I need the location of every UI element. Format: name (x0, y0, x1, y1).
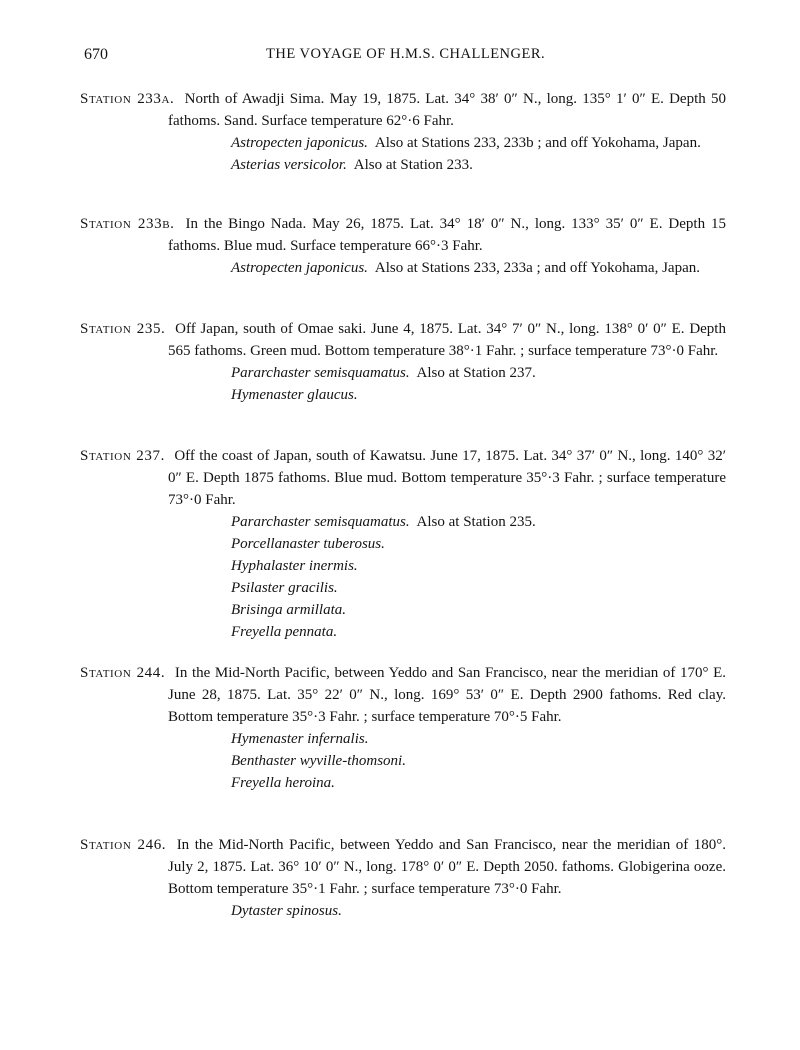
station-description-block (80, 445, 726, 511)
species-note: Also at Stations 233, 233a ; and off Yokohama, Japan. (374, 260, 700, 276)
station-description-block (80, 213, 726, 257)
station-description: In the Mid-North Pacific, between Yeddo and San Francisco, near the meridian of 170° E. June 28, 1875. Lat. 35° 22′ 0″ N., long. 169° 53′ 0″ E. Depth 2900 fathoms. Red clay. Bottom temperature 35°·3 Fahr. ; surface temperature 70°·5 Fahr. (168, 665, 726, 725)
species-list (80, 728, 726, 794)
station-description: In the Mid-North Pacific, between Yeddo and San Francisco, near the meridian of 180°. July 2, 1875. Lat. 36° 10′ 0″ N., long. 178° 0′ 0″ E. Depth 2050. fathoms. Globigerina ooze. Bottom temperature 35°·1 Fahr. ; surface temperature 73°·0 Fahr. (168, 837, 726, 897)
species-name: Asterias versicolor. (231, 157, 347, 173)
station-entry-244 (80, 662, 726, 794)
species-note: Also at Station 235. (416, 514, 536, 530)
species-item (231, 900, 726, 922)
species-item (231, 599, 726, 621)
species-name: Pararchaster semisquamatus. (231, 514, 410, 530)
species-note: Also at Station 233. (353, 157, 473, 173)
species-name: Astropecten japonicus. (231, 135, 368, 151)
station-description-block (80, 662, 726, 728)
species-list (80, 257, 726, 279)
species-name: Dytaster spinosus. (231, 903, 342, 919)
species-item (231, 362, 726, 384)
station-label: Station 235. (80, 321, 166, 337)
station-entry-233a (80, 88, 726, 176)
species-item (231, 728, 726, 750)
page-header (84, 46, 724, 70)
species-note: Also at Station 237. (416, 365, 536, 381)
species-name: Astropecten japonicus. (231, 260, 368, 276)
species-item (231, 511, 726, 533)
station-label: Station 246. (80, 837, 167, 853)
station-entry-233b (80, 213, 726, 279)
station-label: Station 237. (80, 448, 165, 464)
species-name: Hymenaster glaucus. (231, 387, 358, 403)
species-list (80, 362, 726, 406)
species-item (231, 750, 726, 772)
species-item (231, 384, 726, 406)
station-label: Station 233b. (80, 216, 175, 232)
species-item (231, 533, 726, 555)
species-list (80, 511, 726, 643)
station-label: Station 233a. (80, 91, 175, 107)
species-item (231, 577, 726, 599)
species-item (231, 132, 726, 154)
species-name: Freyella pennata. (231, 624, 338, 640)
species-item (231, 154, 726, 176)
page-number: 670 (84, 46, 108, 63)
species-item (231, 257, 726, 279)
station-description: North of Awadji Sima. May 19, 1875. Lat. 34° 38′ 0″ N., long. 135° 1′ 0″ E. Depth 50 fathoms. Sand. Surface temperature 62°·6 Fahr. (168, 91, 726, 129)
species-note: Also at Stations 233, 233b ; and off Yokohama, Japan. (374, 135, 701, 151)
species-name: Hyphalaster inermis. (231, 558, 358, 574)
station-description-block (80, 318, 726, 362)
station-entry-237 (80, 445, 726, 643)
station-entry-246 (80, 834, 726, 922)
species-list (80, 132, 726, 176)
station-description: Off Japan, south of Omae saki. June 4, 1875. Lat. 34° 7′ 0″ N., long. 138° 0′ 0″ E. Depth 565 fathoms. Green mud. Bottom temperature 38°·1 Fahr. ; surface temperature 73°·0 Fahr. (168, 321, 726, 359)
station-description: In the Bingo Nada. May 26, 1875. Lat. 34° 18′ 0″ N., long. 133° 35′ 0″ E. Depth 15 fathoms. Blue mud. Surface temperature 66°·3 Fahr. (168, 216, 727, 254)
species-name: Freyella heroina. (231, 775, 335, 791)
species-name: Hymenaster infernalis. (231, 731, 369, 747)
station-label: Station 244. (80, 665, 166, 681)
species-item (231, 772, 726, 794)
running-title: THE VOYAGE OF H.M.S. CHALLENGER. (266, 46, 546, 62)
species-name: Brisinga armillata. (231, 602, 347, 618)
species-name: Benthaster wyville-thomsoni. (231, 753, 406, 769)
species-name: Pararchaster semisquamatus. (231, 365, 410, 381)
species-name: Porcellanaster tuberosus. (231, 536, 385, 552)
station-description-block (80, 88, 726, 132)
station-description-block (80, 834, 726, 900)
species-list (80, 900, 726, 922)
station-description: Off the coast of Japan, south of Kawatsu. June 17, 1875. Lat. 34° 37′ 0″ N., long. 140° 32′ 0″ E. Depth 1875 fathoms. Blue mud. Bottom temperature 35°·3 Fahr. ; surface temperature 73°·0 Fahr. (168, 448, 726, 508)
station-entry-235 (80, 318, 726, 406)
species-item (231, 621, 726, 643)
species-name: Psilaster gracilis. (231, 580, 338, 596)
species-item (231, 555, 726, 577)
